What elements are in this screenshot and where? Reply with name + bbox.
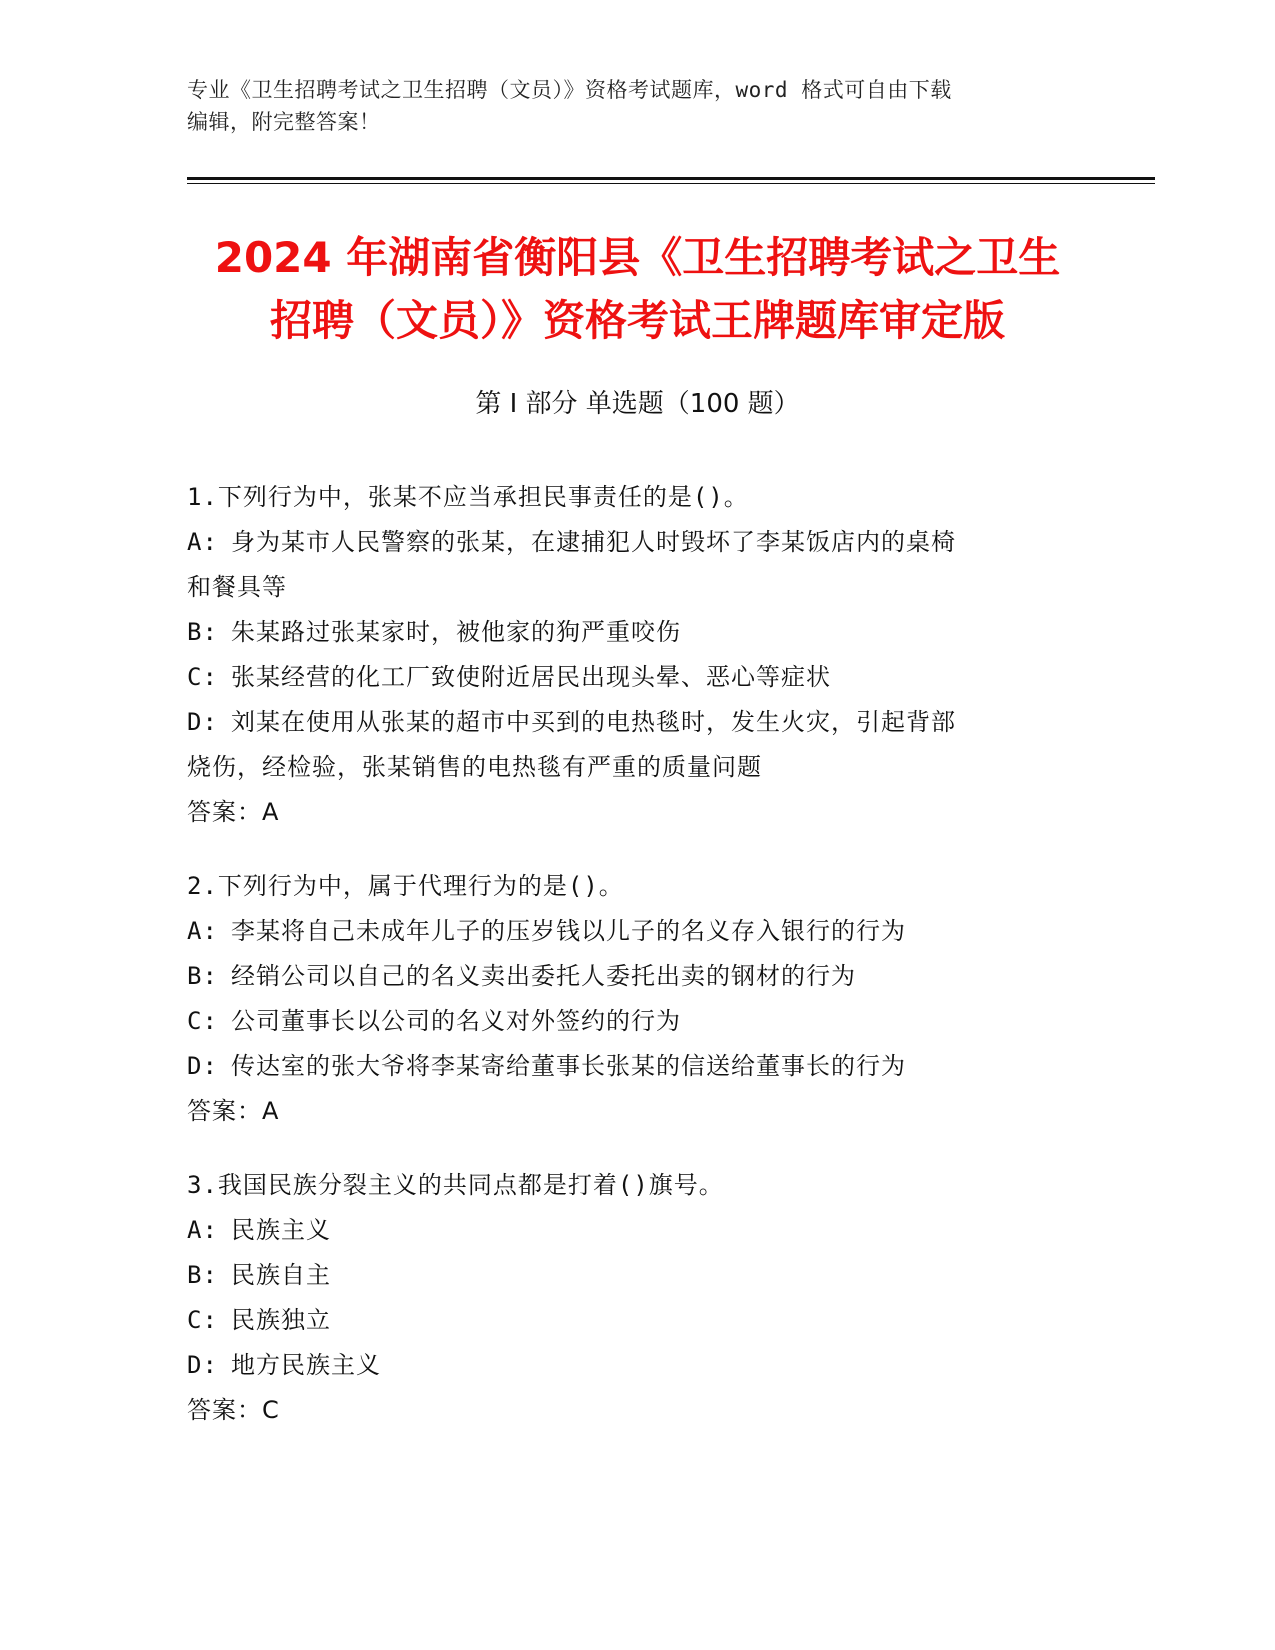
option-letter: D:: [187, 1351, 218, 1379]
question-stem: 3.我国民族分裂主义的共同点都是打着()旗号。: [187, 1171, 724, 1199]
answer-line: 答案：A: [187, 1097, 280, 1125]
option-d: [187, 1343, 1087, 1388]
option-letter: A:: [187, 917, 218, 945]
option-b: [187, 1253, 1087, 1298]
option-b: [187, 954, 1087, 999]
answer-line: 答案：A: [187, 798, 280, 826]
option-c: [187, 999, 1087, 1044]
option-letter: A:: [187, 1216, 218, 1244]
option-text: 地方民族主义: [231, 1351, 381, 1379]
option-text: 民族主义: [231, 1216, 331, 1244]
option-text: 身为某市人民警察的张某，在逮捕犯人时毁坏了李某饭店内的桌椅: [231, 528, 956, 556]
option-letter: B:: [187, 1261, 218, 1289]
option-letter: B:: [187, 962, 218, 990]
question-item: [187, 475, 1087, 835]
option-letter: D:: [187, 708, 218, 736]
option-text: 传达室的张大爷将李某寄给董事长张某的信送给董事长的行为: [231, 1052, 906, 1080]
option-text: 民族自主: [231, 1261, 331, 1289]
option-c: [187, 655, 1087, 700]
header-divider-thick: [187, 177, 1155, 180]
option-c: [187, 1298, 1087, 1343]
option-d: [187, 1044, 1087, 1089]
header-note-line: 编辑，附完整答案！: [187, 110, 381, 134]
option-text: 公司董事长以公司的名义对外签约的行为: [231, 1007, 681, 1035]
question-list: [187, 475, 1087, 1462]
option-letter: C:: [187, 1306, 218, 1334]
option-d-continued: 烧伤，经检验，张某销售的电热毯有严重的质量问题: [187, 753, 762, 781]
question-stem: 1.下列行为中，张某不应当承担民事责任的是()。: [187, 483, 749, 511]
option-text: 李某将自己未成年儿子的压岁钱以儿子的名义存入银行的行为: [231, 917, 906, 945]
option-a: [187, 520, 1087, 565]
option-letter: D:: [187, 1052, 218, 1080]
option-a-continued: 和餐具等: [187, 573, 287, 601]
option-letter: A:: [187, 528, 218, 556]
header-note: [187, 74, 1087, 138]
option-d: [187, 700, 1087, 745]
option-a: [187, 1208, 1087, 1253]
option-text: 民族独立: [231, 1306, 331, 1334]
option-letter: C:: [187, 1007, 218, 1035]
header-divider-thin: [187, 183, 1155, 184]
section-heading: 第 I 部分 单选题（100 题）: [475, 389, 800, 419]
question-item: [187, 864, 1087, 1134]
document-title: [150, 226, 1125, 352]
question-item: [187, 1163, 1087, 1433]
document-title-line: 2024 年湖南省衡阳县《卫生招聘考试之卫生: [214, 233, 1061, 282]
answer-line: 答案：C: [187, 1396, 280, 1424]
document-title-line: 招聘（文员）》资格考试王牌题库审定版: [269, 296, 1005, 345]
option-text: 刘某在使用从张某的超市中买到的电热毯时，发生火灾，引起背部: [231, 708, 956, 736]
option-text: 张某经营的化工厂致使附近居民出现头晕、恶心等症状: [231, 663, 831, 691]
option-a: [187, 909, 1087, 954]
question-stem: 2.下列行为中，属于代理行为的是()。: [187, 872, 624, 900]
option-letter: B:: [187, 618, 218, 646]
option-b: [187, 610, 1087, 655]
header-note-line: 专业《卫生招聘考试之卫生招聘（文员）》资格考试题库，word 格式可自由下载: [187, 78, 952, 102]
option-text: 朱某路过张某家时，被他家的狗严重咬伤: [231, 618, 681, 646]
option-text: 经销公司以自己的名义卖出委托人委托出卖的钢材的行为: [231, 962, 856, 990]
option-letter: C:: [187, 663, 218, 691]
